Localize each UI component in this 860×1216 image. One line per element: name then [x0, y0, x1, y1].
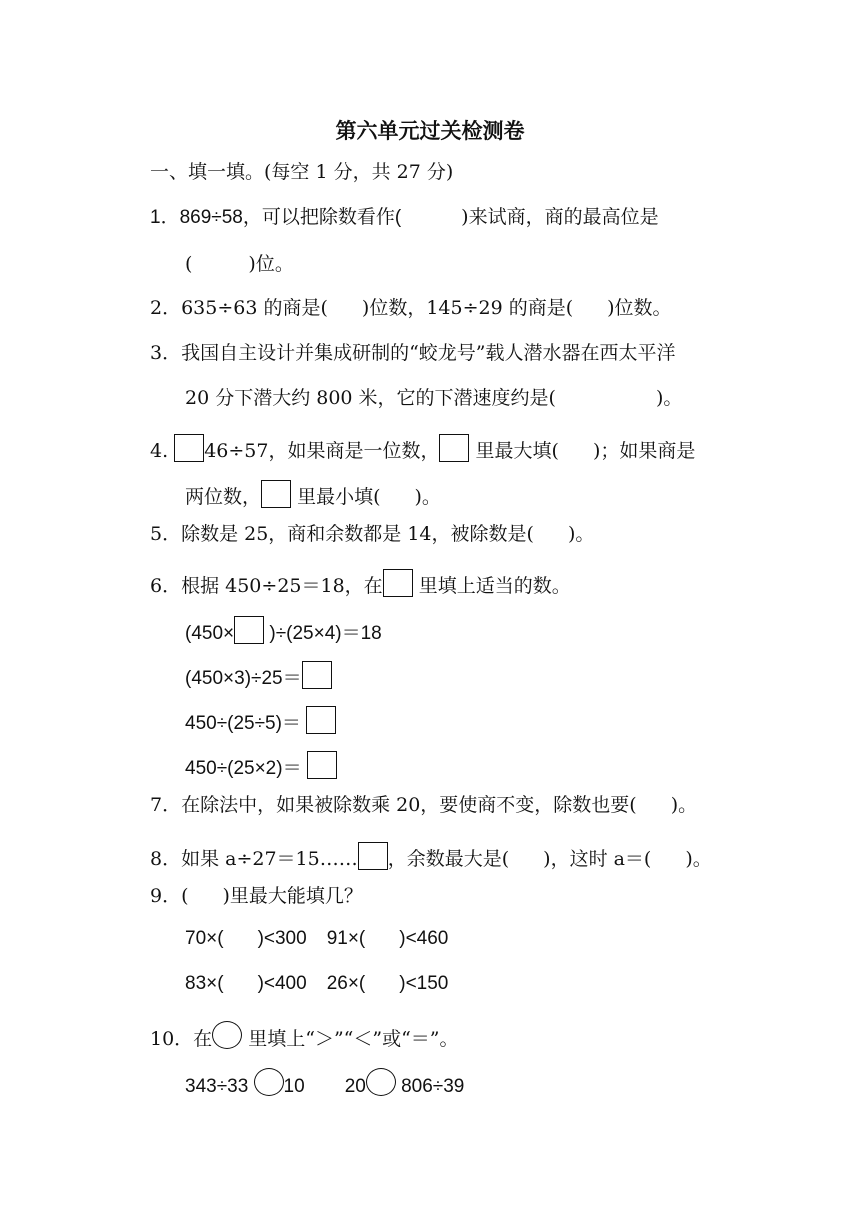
answer-box[interactable]	[358, 842, 388, 870]
section-heading: 一、填一填。(每空 1 分，共 27 分)	[150, 161, 454, 183]
question-1-cont: ( )位。	[185, 253, 294, 275]
answer-box[interactable]	[302, 661, 332, 689]
question-2: 2．635÷63 的商是( )位数，145÷29 的商是( )位数。	[150, 297, 672, 319]
question-10-row: 343÷33 10 20 806÷39	[185, 1068, 464, 1099]
answer-circle[interactable]	[254, 1068, 284, 1096]
question-3: 3．我国自主设计并集成研制的“蛟龙号”载人潜水器在西太平洋	[150, 342, 676, 364]
question-9-row-1: 70×( )<300 91×( )<460	[185, 928, 449, 949]
page-title: 第六单元过关检测卷	[335, 119, 525, 143]
question-6: 6．根据 450÷25＝18，在 里填上适当的数。	[150, 569, 571, 598]
answer-box[interactable]	[439, 434, 469, 462]
question-6-line-4: 450÷(25×2)＝	[185, 751, 337, 781]
question-6-line-3: 450÷(25÷5)＝	[185, 706, 336, 736]
answer-circle[interactable]	[366, 1068, 396, 1096]
question-10: 10．在 里填上“＞”“＜”或“＝”。	[150, 1021, 459, 1051]
question-3-cont: 20 分下潜大约 800 米，它的下潜速度约是( )。	[185, 387, 683, 409]
answer-box[interactable]	[174, 434, 204, 462]
question-6-line-2: (450×3)÷25＝	[185, 661, 332, 691]
answer-circle[interactable]	[212, 1021, 242, 1049]
question-5: 5．除数是 25，商和余数都是 14，被除数是( )。	[150, 523, 595, 545]
question-9-row-2: 83×( )<400 26×( )<150	[185, 973, 449, 994]
question-9: 9．( )里最大能填几？	[150, 885, 363, 907]
answer-box[interactable]	[261, 480, 291, 508]
question-1: 1．869÷58，可以把除数看作( )来试商，商的最高位是	[150, 206, 659, 228]
question-4-cont: 两位数， 里最小填( )。	[185, 480, 441, 509]
answer-box[interactable]	[307, 751, 337, 779]
answer-box[interactable]	[306, 706, 336, 734]
answer-box[interactable]	[383, 569, 413, 597]
question-8: 8．如果 a÷27＝15…… ，余数最大是( )，这时 a＝( )。	[150, 842, 712, 871]
question-7: 7．在除法中，如果被除数乘 20，要使商不变，除数也要( )。	[150, 794, 698, 816]
question-4: 4. 46÷57，如果商是一位数， 里最大填( )；如果商是	[150, 434, 695, 463]
question-6-line-1: (450× )÷(25×4)＝18	[185, 616, 382, 646]
answer-box[interactable]	[234, 616, 264, 644]
